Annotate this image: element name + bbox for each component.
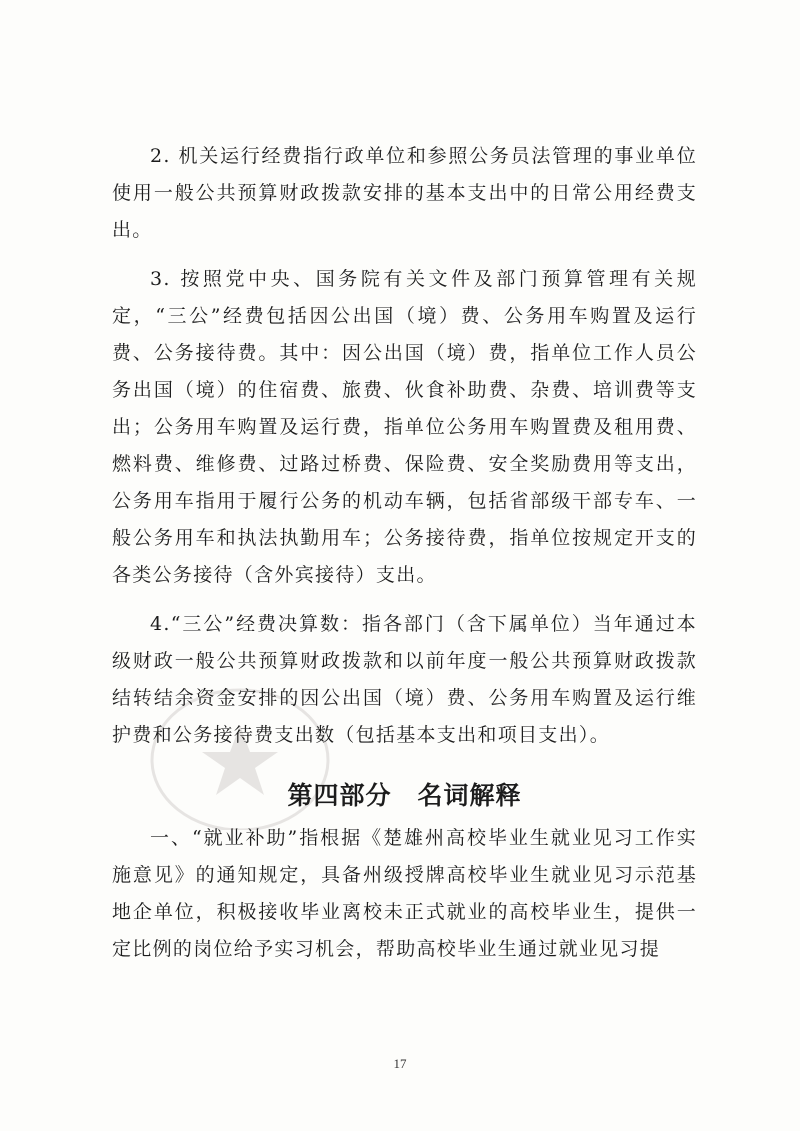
page-number: 17 xyxy=(393,1056,407,1071)
paragraph-item-2: 2. 机关运行经费指行政单位和参照公务员法管理的事业单位使用一般公共预算财政拨款安排的基本支出中的日常公用经费支出。 xyxy=(112,145,697,241)
section-paragraph: 一、“就业补助”指根据《楚雄州高校毕业生就业见习工作实施意见》的通知规定，具备州级授牌高校毕业生就业见习示范基地企单位，积极接收毕业离校未正式就业的高校毕业生，提供一定比例的岗位给予实习机会，帮助高校毕业生通过就业见习提 xyxy=(112,827,697,960)
section-heading: 第四部分 名词解释 xyxy=(287,781,522,810)
paragraph-item-3: 3. 按照党中央、国务院有关文件及部门预算管理有关规定，“三公”经费包括因公出国（境）费、公务用车购置及运行费、公务接待费。其中：因公出国（境）费，指单位工作人员公务出国（境）的住宿费、旅费、伙食补助费、杂费、培训费等支出；公务用车购置及运行费，指单位公务用车购置费及租用费、燃料费、维修费、过路过桥费、保险费、安全奖励费用等支出，公务用车指用于履行公务的机动车辆，包括省部级干部专车、一般公务用车和执法执勤用车；公务接待费，指单位按规定开支的各类公务接待（含外宾接待）支出。 xyxy=(112,268,697,586)
paragraph-item-4: 4.“三公”经费决算数：指各部门（含下属单位）当年通过本级财政一般公共预算财政拨款和以前年度一般公共预算财政拨款结转结余资金安排的因公出国（境）费、公务用车购置及运行维护费和公务接待费支出数（包括基本支出和项目支出）。 xyxy=(112,613,697,746)
document-body xyxy=(112,138,697,980)
